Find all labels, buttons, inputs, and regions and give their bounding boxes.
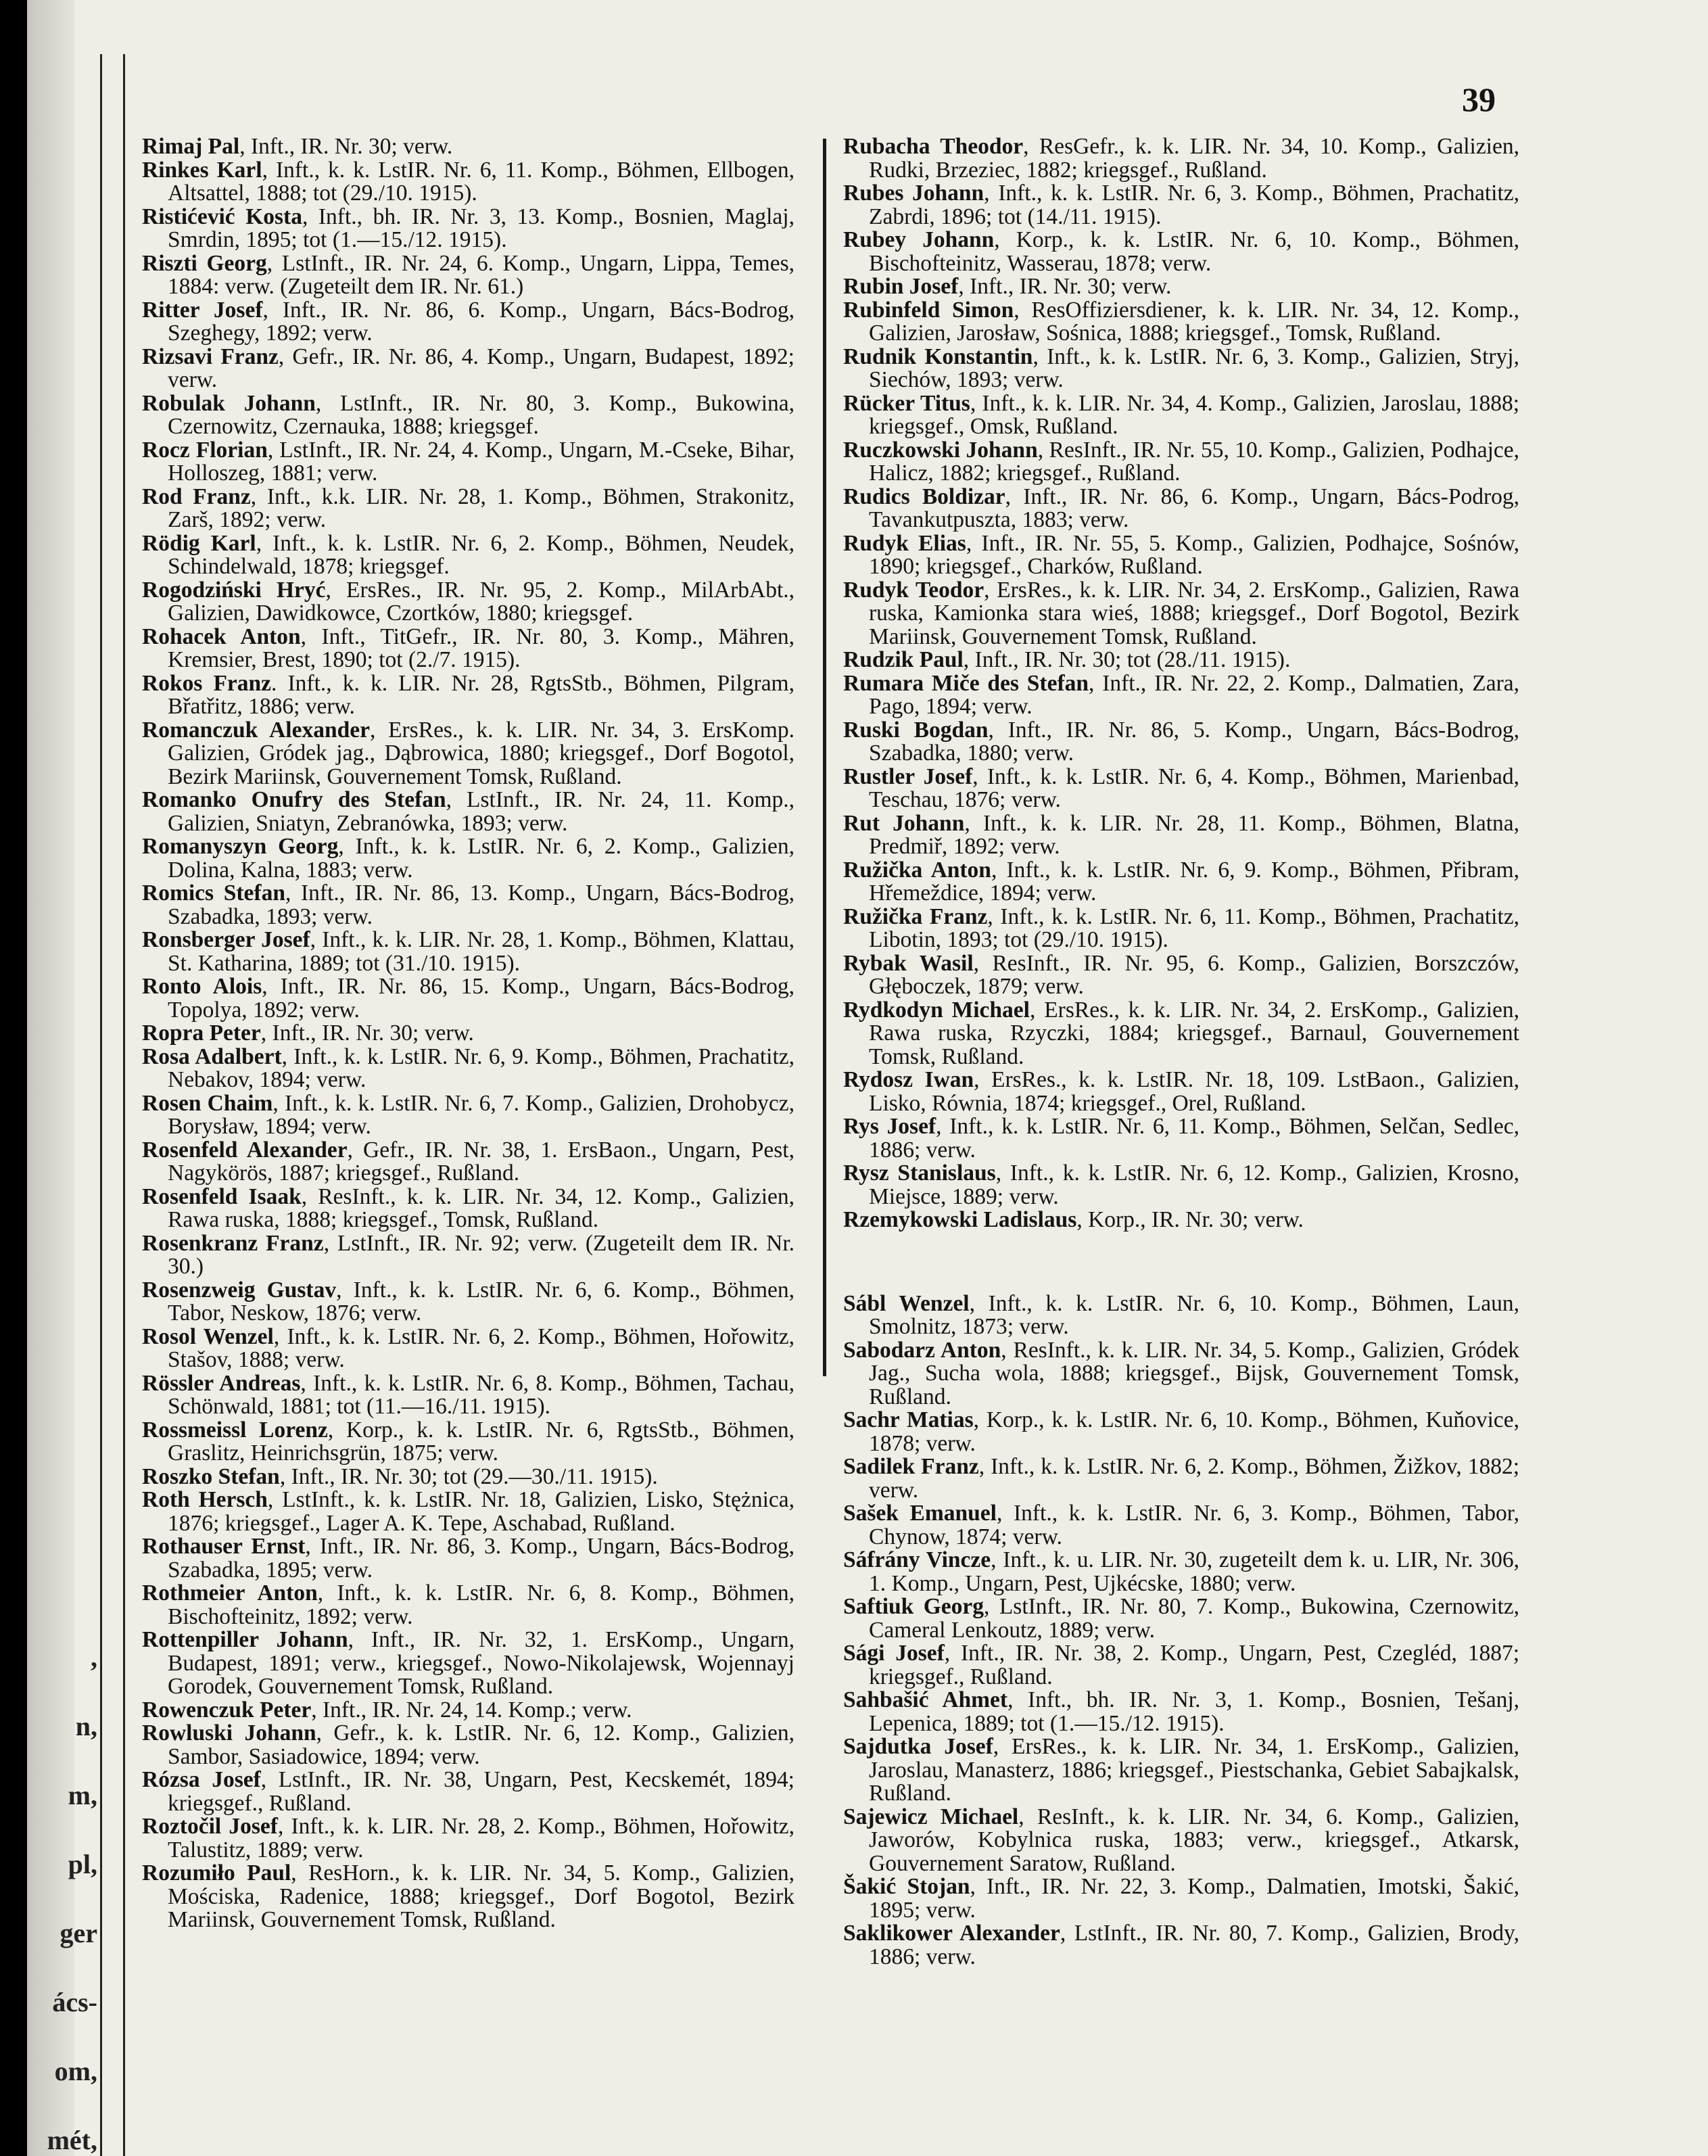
entry-details: , ResInft., k. k. LIR. Nr. 34, 12. Komp., Galizien, Rawa ruska, 1888; kriegsgef., Tomsk, Rußland. xyxy=(168,1184,794,1232)
entry-name: Rys Josef xyxy=(843,1114,936,1139)
register-entry xyxy=(843,1549,1519,1595)
entry-name: Rudyk Teodor xyxy=(843,577,985,603)
register-entry xyxy=(142,1139,794,1186)
register-entry xyxy=(843,532,1519,579)
entry-name: Sachr Matias xyxy=(843,1407,974,1432)
register-entry xyxy=(142,346,794,392)
entry-details: , Inft., IR. Nr. 86, 6. Komp., Ungarn, Bács-Bodrog, Szeghegy, 1892; verw. xyxy=(168,297,794,346)
entry-name: Rybak Wasil xyxy=(843,950,974,976)
register-entry xyxy=(142,1046,794,1092)
register-entry xyxy=(843,812,1519,859)
register-entry xyxy=(142,1489,794,1535)
register-entry xyxy=(142,579,794,626)
entry-name: Sajdutka Josef xyxy=(843,1734,993,1759)
margin-fragment: m, xyxy=(68,1780,97,1810)
register-entry xyxy=(142,719,794,789)
register-entry xyxy=(843,1922,1519,1969)
entry-name: Ruski Bogdan xyxy=(843,717,989,743)
entry-details: , ErsRes., k. k. LIR. Nr. 34, 1. ErsKomp., Galizien, Jaroslau, Manasterz, 1886; kriegsgef., Piestschanka, Gebiet Sabajkalsk, Rußland. xyxy=(869,1734,1519,1806)
register-entry xyxy=(142,929,794,975)
entry-name: Rubey Johann xyxy=(843,227,995,252)
register-entry xyxy=(142,392,794,439)
entry-name: Rowluski Johann xyxy=(142,1720,316,1745)
register-entry xyxy=(142,135,794,159)
entry-name: Rothauser Ernst xyxy=(142,1534,306,1559)
entry-name: Roszko Stefan xyxy=(142,1463,280,1489)
register-entry xyxy=(142,1699,794,1723)
entry-name: Rumara Miče des Stefan xyxy=(843,670,1089,696)
entry-name: Rudzik Paul xyxy=(843,647,964,672)
register-entry xyxy=(142,672,794,719)
entry-name: Rosenfeld Alexander xyxy=(142,1137,348,1163)
register-entry xyxy=(142,1419,794,1466)
entry-name: Romanczuk Alexander xyxy=(142,717,370,743)
register-entry xyxy=(843,346,1519,392)
entry-name: Šakić Stojan xyxy=(843,1874,970,1899)
entry-name: Rydosz Iwan xyxy=(843,1067,974,1092)
entry-name: Saftiuk Georg xyxy=(843,1594,985,1619)
entry-name: Sábl Wenzel xyxy=(843,1290,970,1316)
entry-details: , Inft., k. k. LstIR. Nr. 6, 11. Komp., Böhmen, Ellbogen, Altsattel, 1888; tot (29./10. 1915). xyxy=(168,157,795,206)
entry-details: , Inft., k. k. LIR. Nr. 28, 11. Komp., Böhmen, Blatna, Predmiř, 1892; verw. xyxy=(869,810,1519,859)
entry-name: Rustler Josef xyxy=(843,764,973,789)
entry-details: , Inft., k. k. LIR. Nr. 28, 2. Komp., Böhmen, Hořowitz, Talustitz, 1889; verw. xyxy=(168,1814,794,1862)
entry-details: , ErsRes., k. k. LstIR. Nr. 18, 109. LstBaon., Galizien, Lisko, Równia, 1874; kriegsgef., Orel, Rußland. xyxy=(869,1067,1519,1116)
entry-name: Rokos Franz xyxy=(142,670,272,696)
entry-details: , LstInft., IR. Nr. 24, 6. Komp., Ungarn, Lippa, Temes, 1884: verw. (Zugeteilt dem IR. Nr. 61.) xyxy=(168,250,794,299)
right-column xyxy=(843,135,1519,1969)
register-entry xyxy=(843,906,1519,952)
margin-fragment: mét, xyxy=(47,2125,97,2155)
entry-name: Rohacek Anton xyxy=(142,624,301,649)
entry-name: Rydkodyn Michael xyxy=(843,997,1030,1023)
entry-details: , Inft., k. k. LstIR. Nr. 6, 9. Komp., Böhmen, Přibram, Hřemeždice, 1894; verw. xyxy=(869,857,1520,906)
register-entry xyxy=(843,719,1519,766)
entry-details: , ErsRes., IR. Nr. 95, 2. Komp., MilArbAbt., Galizien, Dawidkowce, Czortków, 1880; kriegsgef. xyxy=(168,577,795,626)
entry-name: Rössler Andreas xyxy=(142,1370,301,1396)
register-entry xyxy=(142,1628,794,1699)
entry-details: , Korp., k. k. LstIR. Nr. 6, 10. Komp., Böhmen, Bischofteinitz, Wasserau, 1878; verw. xyxy=(869,227,1519,276)
entry-details: , LstInft., IR. Nr. 80, 7. Komp., Bukowina, Czernowitz, Cameral Lenkoutz, 1889; verw. xyxy=(869,1594,1519,1643)
register-entry xyxy=(843,1209,1519,1232)
entry-details: , Inft., IR. Nr. 30; tot (29.—30./11. 1915). xyxy=(279,1463,658,1489)
entry-details: , Inft., IR. Nr. 30; verw. xyxy=(260,1021,474,1046)
entry-details: , Inft., k. k. LstIR. Nr. 6, 11. Komp., Böhmen, Selčan, Sedlec, 1886; verw. xyxy=(869,1114,1519,1163)
entry-details: , ErsRes., k. k. LIR. Nr. 34, 3. ErsKomp. Galizien, Gródek jag., Dąbrowica, 1880; kriegsgef., Dorf Bogotol, Bezirk Mariinsk, Gouvernement Tomsk, Rußland. xyxy=(168,717,794,789)
entry-name: Rossmeissl Lorenz xyxy=(142,1417,328,1443)
entry-name: Romanyszyn Georg xyxy=(142,834,339,859)
entry-details: , Inft., k. k. LstIR. Nr. 6, 10. Komp., Böhmen, Laun, Smolnitz, 1873; verw. xyxy=(869,1290,1520,1339)
entry-details: , ErsRes., k. k. LIR. Nr. 34, 2. ErsKomp., Galizien, Rawa ruska, Kamionka stara wieś, 1888; kriegsgef., Dorf Bogotol, Bezirk Mariinsk, Gouvernement Tomsk, Rußland. xyxy=(869,577,1519,649)
entry-name: Rozumiło Paul xyxy=(142,1860,291,1885)
entry-name: Ronto Alois xyxy=(142,974,262,999)
entry-name: Rubin Josef xyxy=(843,274,959,299)
register-entry xyxy=(843,1806,1519,1876)
register-entry xyxy=(843,229,1519,275)
entry-details: , Inft., IR. Nr. 32, 1. ErsKomp., Ungarn, Budapest, 1891; verw., kriegsgef., Nowo-Nikolajewsk, Wojennayj Gorodek, Gouvernement Tomsk, Rußland. xyxy=(168,1627,794,1699)
entry-details: , Inft., IR. Nr. 22, 2. Komp., Dalmatien, Zara, Pago, 1894; verw. xyxy=(869,670,1519,719)
entry-name: Ružička Franz xyxy=(843,904,988,929)
entry-name: Rosenzweig Gustav xyxy=(142,1277,337,1303)
register-entry xyxy=(843,672,1519,719)
entry-name: Saklikower Alexander xyxy=(843,1921,1060,1946)
margin-fragment: om, xyxy=(54,2056,97,2086)
entry-details: , Inft., k. k. LstIR. Nr. 6, 8. Komp., Böhmen, Tachau, Schönwald, 1881; tot (11.—16./11. 1915). xyxy=(168,1370,794,1419)
entry-details: , Inft., k. k. LIR. Nr. 28, 1. Komp., Böhmen, Klattau, St. Katharina, 1889; tot (31./10. 1915). xyxy=(168,927,794,976)
register-entry xyxy=(843,182,1519,229)
register-entry xyxy=(142,486,794,532)
entry-details: . Inft., k. k. LIR. Nr. 28, RgtsStb., Böhmen, Pilgram, Břatřitz, 1886; verw. xyxy=(168,670,794,719)
entry-details: , Inft., k. k. LstIR. Nr. 6, 4. Komp., Böhmen, Marienbad, Teschau, 1876; verw. xyxy=(869,764,1519,812)
entry-details: , LstInft., IR. Nr. 80, 3. Komp., Bukowina, Czernowitz, Czernauka, 1888; kriegsgef. xyxy=(168,390,794,439)
page-number: 39 xyxy=(1462,80,1496,118)
entry-details: , ResInft., IR. Nr. 55, 10. Komp., Galizien, Podhajce, Halicz, 1882; kriegsgef., Rußland. xyxy=(869,437,1519,486)
entry-name: Sáfrány Vincze xyxy=(843,1547,991,1572)
scanned-page xyxy=(27,0,1708,2156)
register-entry xyxy=(142,1279,794,1326)
register-entry xyxy=(843,439,1519,486)
entry-details: , Inft., k. u. LIR. Nr. 30, zugeteilt dem k. u. LIR, Nr. 306, 1. Komp., Ungarn, Pest, Ujkécske, 1880; verw. xyxy=(869,1547,1519,1596)
entry-name: Ronsberger Josef xyxy=(142,927,310,952)
register-entry xyxy=(843,1502,1519,1549)
entry-details: , Inft., k. k. LstIR. Nr. 6, 6. Komp., Böhmen, Tabor, Neskow, 1876; verw. xyxy=(168,1277,794,1326)
register-entry xyxy=(142,1862,794,1932)
register-entry xyxy=(142,882,794,929)
entry-details: , Inft., k.k. LIR. Nr. 28, 1. Komp., Böhmen, Strakonitz, Zarš, 1892; verw. xyxy=(168,484,794,532)
register-entry xyxy=(843,1875,1519,1922)
register-entry xyxy=(142,1535,794,1582)
entry-details: , Inft., k. k. LstIR. Nr. 6, 3. Komp., Böhmen, Tabor, Chynow, 1874; verw. xyxy=(869,1501,1520,1549)
entry-details: , Inft., IR. Nr. 30; verw. xyxy=(239,134,453,159)
entry-details: , Inft., IR. Nr. 55, 5. Komp., Galizien, Podhajce, Sośnów, 1890; kriegsgef., Charków, Rußland. xyxy=(869,530,1519,579)
register-entry xyxy=(843,1162,1519,1209)
register-entry xyxy=(142,532,794,579)
entry-name: Ružička Anton xyxy=(843,857,991,883)
entry-name: Rubacha Theodor xyxy=(843,134,1024,159)
entry-details: , Inft., IR. Nr. 38, 2. Komp., Ungarn, Pest, Czegléd, 1887; kriegsgef., Rußland. xyxy=(869,1641,1519,1689)
entry-name: Rothmeier Anton xyxy=(142,1580,318,1606)
entry-name: Rysz Stanislaus xyxy=(843,1161,996,1186)
register-entry xyxy=(142,1232,794,1279)
register-entry xyxy=(843,1292,1519,1339)
register-entry xyxy=(843,766,1519,812)
register-entry xyxy=(843,486,1519,532)
entry-name: Sági Josef xyxy=(843,1641,945,1666)
register-entry xyxy=(142,159,794,206)
entry-details: , Inft., IR. Nr. 86, 5. Komp., Ungarn, Bács-Bodrog, Szabadka, 1880; verw. xyxy=(869,717,1519,766)
entry-name: Sahbašić Ahmet xyxy=(843,1687,1008,1712)
entry-details: , LstInft., IR. Nr. 24, 4. Komp., Ungarn, M.-Cseke, Bihar, Holloszeg, 1881; verw. xyxy=(168,437,794,486)
entry-details: , LstInft., IR. Nr. 24, 11. Komp., Galizien, Sniatyn, Zebranówka, 1893; verw. xyxy=(168,787,795,836)
register-entry xyxy=(843,135,1519,182)
entry-details: , Inft., IR. Nr. 22, 3. Komp., Dalmatien, Imotski, Šakić, 1895; verw. xyxy=(869,1874,1519,1923)
register-entry xyxy=(142,1722,794,1768)
register-entry xyxy=(843,1689,1519,1735)
register-entry xyxy=(142,252,794,299)
entry-name: Rödig Karl xyxy=(142,530,256,556)
entry-name: Roth Hersch xyxy=(142,1487,268,1512)
entry-name: Rzemykowski Ladislaus xyxy=(843,1207,1077,1232)
entry-details: , Korp., k. k. LstIR. Nr. 6, 10. Komp., Böhmen, Kuňovice, 1878; verw. xyxy=(869,1407,1519,1456)
entry-name: Rubes Johann xyxy=(843,181,985,206)
entry-details: , Inft., IR. Nr. 86, 13. Komp., Ungarn, Bács-Bodrog, Szabadka, 1893; verw. xyxy=(168,881,794,929)
register-entry xyxy=(142,299,794,346)
entry-name: Rudyk Elias xyxy=(843,530,966,556)
margin-fragment: , xyxy=(91,1642,97,1672)
entry-name: Rudnik Konstantin xyxy=(843,344,1033,369)
entry-name: Rut Johann xyxy=(843,810,965,836)
register-entry xyxy=(142,1463,794,1489)
entry-details: , Gefr., IR. Nr. 38, 1. ErsBaon., Ungarn, Pest, Nagykörös, 1887; kriegsgef., Rußland. xyxy=(168,1137,794,1186)
register-entry xyxy=(142,1768,794,1815)
entry-details: , Inft., k. k. LstIR. Nr. 6, 9. Komp., Böhmen, Prachatitz, Nebakov, 1894; verw. xyxy=(168,1044,794,1092)
entry-details: , ResInft., k. k. LIR. Nr. 34, 5. Komp., Galizien, Gródek Jag., Sucha wola, 1888; kriegsgef., Bijsk, Gouvernement Tomsk, Rußland. xyxy=(869,1337,1519,1409)
entry-details: , Inft., IR. Nr. 24, 14. Komp.; verw. xyxy=(311,1697,632,1723)
entry-name: Rosa Adalbert xyxy=(142,1044,282,1069)
entry-details: , LstInft., IR. Nr. 38, Ungarn, Pest, Kecskemét, 1894; kriegsgef., Rußland. xyxy=(168,1767,794,1816)
entry-details: , ErsRes., k. k. LIR. Nr. 34, 2. ErsKomp., Galizien, Rawa ruska, Rzyczki, 1884; kriegsgef., Barnaul, Gouvernement Tomsk, Rußland. xyxy=(869,997,1519,1069)
register-entry xyxy=(142,789,794,835)
register-entry xyxy=(843,1595,1519,1642)
register-entry xyxy=(843,1409,1519,1455)
register-entry xyxy=(142,1582,794,1628)
entry-name: Rowenczuk Peter xyxy=(142,1697,312,1723)
entry-details: , Inft., IR. Nr. 30; tot (28./11. 1915). xyxy=(963,647,1291,672)
register-entry xyxy=(142,439,794,486)
entry-name: Romanko Onufry des Stefan xyxy=(142,787,446,812)
register-entry xyxy=(843,649,1519,672)
entry-details: , Gefr., IR. Nr. 86, 4. Komp., Ungarn, Budapest, 1892; verw. xyxy=(168,344,794,392)
entry-details: , Inft., k. k. LstIR. Nr. 6, 7. Komp., Galizien, Drohobycz, Borysław, 1894; verw. xyxy=(168,1090,794,1139)
entry-name: Rod Franz xyxy=(142,484,251,509)
entry-details: , Inft., k. k. LstIR. Nr. 6, 3. Komp., Böhmen, Prachatitz, Zabrdi, 1896; tot (14./11. 1915). xyxy=(869,181,1519,229)
register-entry xyxy=(142,1022,794,1046)
entry-details: , ResOffiziersdiener, k. k. LIR. Nr. 34, 12. Komp., Galizien, Jarosław, Sośnica, 1888; kriegsgef., Tomsk, Rußland. xyxy=(869,297,1519,346)
entry-name: Rosen Chaim xyxy=(142,1090,273,1116)
entry-details: , Inft., k. k. LstIR. Nr. 6, 8. Komp., Böhmen, Bischofteinitz, 1892; verw. xyxy=(168,1580,794,1629)
register-entry xyxy=(142,1186,794,1232)
register-entry xyxy=(142,975,794,1022)
entry-name: Ritter Josef xyxy=(142,297,263,323)
entry-name: Rizsavi Franz xyxy=(142,344,279,369)
register-entry xyxy=(843,299,1519,346)
entry-name: Rinkes Karl xyxy=(142,157,262,183)
margin-fragment: ács- xyxy=(52,1987,97,2017)
entry-name: Rosol Wenzel xyxy=(142,1323,274,1349)
register-entry xyxy=(843,999,1519,1069)
entry-details: , Inft., k. k. LstIR. Nr. 6, 3. Komp., Galizien, Stryj, Siechów, 1893; verw. xyxy=(869,344,1519,392)
entry-details: , Korp., IR. Nr. 30; verw. xyxy=(1076,1207,1304,1232)
register-entry xyxy=(142,1372,794,1419)
left-column xyxy=(142,135,794,1932)
entry-details: , LstInft., k. k. LstIR. Nr. 18, Galizien, Lisko, Stężnica, 1876; kriegsgef., Lager A. K. Tepe, Aschabad, Rußland. xyxy=(168,1487,795,1536)
register-entry xyxy=(843,1735,1519,1806)
entry-name: Rimaj Pal xyxy=(142,134,240,159)
register-entry xyxy=(843,275,1519,299)
entry-details: , Inft., IR. Nr. 86, 3. Komp., Ungarn, Bács-Bodrog, Szabadka, 1895; verw. xyxy=(168,1534,794,1583)
entry-name: Ristićević Kosta xyxy=(142,204,302,229)
entry-name: Rosenkranz Franz xyxy=(142,1230,324,1256)
entry-details: , Gefr., k. k. LstIR. Nr. 6, 12. Komp., Galizien, Sambor, Sasiadowice, 1894; verw. xyxy=(168,1720,794,1769)
section-r-entries xyxy=(843,135,1519,1232)
register-entry xyxy=(843,1069,1519,1115)
entry-details: , Inft., TitGefr., IR. Nr. 80, 3. Komp., Mähren, Kremsier, Brest, 1890; tot (2./7. 1915). xyxy=(168,624,794,672)
entry-name: Ropra Peter xyxy=(142,1021,261,1046)
entry-name: Riszti Georg xyxy=(142,250,267,276)
entry-details: , LstInft., IR. Nr. 92; verw. (Zugeteilt dem IR. Nr. 30.) xyxy=(168,1230,795,1279)
register-entry xyxy=(843,1115,1519,1162)
entry-details: , ResInft., k. k. LIR. Nr. 34, 6. Komp., Galizien, Jaworów, Kobylnica ruska, 1883; verw., kriegsgef., Atkarsk, Gouvernement Saratow, Rußland. xyxy=(869,1804,1519,1876)
entry-name: Rosenfeld Isaak xyxy=(142,1184,302,1209)
entry-name: Robulak Johann xyxy=(142,390,316,416)
entry-name: Roztočil Josef xyxy=(142,1814,278,1839)
entry-name: Sabodarz Anton xyxy=(843,1337,1001,1363)
register-entry xyxy=(142,1815,794,1862)
gutter-line xyxy=(123,54,125,2156)
entry-details: , Inft., k. k. LstIR. Nr. 6, 12. Komp., Galizien, Krosno, Miejsce, 1889; verw. xyxy=(869,1161,1519,1209)
register-entry xyxy=(843,952,1519,999)
margin-fragment: ger xyxy=(60,1918,97,1948)
entry-details: , Inft., k. k. LstIR. Nr. 6, 11. Komp., Böhmen, Prachatitz, Libotin, 1893; tot (29./10. 1915). xyxy=(869,904,1519,952)
entry-details: , Inft., k. k. LstIR. Nr. 6, 2. Komp., Böhmen, Hořowitz, Stašov, 1888; verw. xyxy=(168,1323,794,1372)
entry-name: Sajewicz Michael xyxy=(843,1804,1019,1829)
entry-name: Romics Stefan xyxy=(142,881,285,906)
register-entry xyxy=(843,1339,1519,1409)
section-s-entries xyxy=(843,1292,1519,1969)
register-entry xyxy=(142,1323,794,1372)
entry-details: , Inft., IR. Nr. 86, 15. Komp., Ungarn, Bács-Bodrog, Topolya, 1892; verw. xyxy=(168,974,794,1023)
section-gap xyxy=(843,1232,1519,1292)
entry-details: , LstInft., IR. Nr. 80, 7. Komp., Galizien, Brody, 1886; verw. xyxy=(869,1921,1519,1969)
margin-fragment: n, xyxy=(75,1711,97,1741)
entry-details: , Inft., IR. Nr. 86, 6. Komp., Ungarn, Bács-Podrog, Tavankutpuszta, 1883; verw. xyxy=(869,484,1520,532)
register-entry xyxy=(843,1455,1519,1502)
margin-fragments xyxy=(27,1623,101,2156)
entry-details: , ResInft., IR. Nr. 95, 6. Komp., Galizien, Borszczów, Głęboczek, 1879; verw. xyxy=(869,950,1519,999)
register-entry xyxy=(142,206,794,252)
entry-details: , Inft., bh. IR. Nr. 3, 1. Komp., Bosnien, Tešanj, Lepenica, 1889; tot (1.—15./12. 1915). xyxy=(869,1687,1520,1736)
register-entry xyxy=(142,1092,794,1139)
entry-name: Ruczkowski Johann xyxy=(843,437,1038,463)
entry-name: Rogodziński Hryć xyxy=(142,577,326,603)
register-entry xyxy=(843,1642,1519,1689)
entry-details: , ResGefr., k. k. LIR. Nr. 34, 10. Komp., Galizien, Rudki, Brzeziec, 1882; kriegsgef., Rußland. xyxy=(869,134,1519,183)
entry-details: , Korp., k. k. LstIR. Nr. 6, RgtsStb., Böhmen, Graslitz, Heinrichsgrün, 1875; verw. xyxy=(168,1417,794,1466)
register-entry xyxy=(142,626,794,672)
register-entry xyxy=(843,579,1519,649)
entry-name: Rocz Florian xyxy=(142,437,268,463)
entry-name: Rubinfeld Simon xyxy=(843,297,1014,323)
register-entry xyxy=(843,392,1519,439)
entry-details: , Inft., bh. IR. Nr. 3, 13. Komp., Bosnien, Maglaj, Smrdin, 1895; tot (1.—15./12. 1915). xyxy=(168,204,794,252)
register-entry xyxy=(142,835,794,882)
entry-details: , ResHorn., k. k. LIR. Nr. 34, 5. Komp., Galizien, Mościska, Radenice, 1888; kriegsgef., Dorf Bogotol, Bezirk Mariinsk, Gouvernement Tomsk, Rußland. xyxy=(168,1860,794,1932)
entry-name: Sadilek Franz xyxy=(843,1454,979,1479)
entry-details: , Inft., k. k. LIR. Nr. 34, 4. Komp., Galizien, Jaroslau, 1888; kriegsgef., Omsk, Rußland. xyxy=(869,390,1519,439)
register-entry xyxy=(843,859,1519,906)
entry-details: , Inft., k. k. LstIR. Nr. 6, 2. Komp., Galizien, Dolina, Kalna, 1883; verw. xyxy=(168,834,794,883)
entry-details: , Inft., k. k. LstIR. Nr. 6, 2. Komp., Böhmen, Žižkov, 1882; verw. xyxy=(869,1454,1520,1503)
column-divider xyxy=(823,139,826,1376)
entry-name: Rottenpiller Johann xyxy=(142,1627,348,1652)
entry-details: , Inft., IR. Nr. 30; verw. xyxy=(958,274,1172,299)
entry-name: Sašek Emanuel xyxy=(843,1501,997,1526)
entry-name: Rudics Boldizar xyxy=(843,484,1005,509)
entry-details: , Inft., k. k. LstIR. Nr. 6, 2. Komp., Böhmen, Neudek, Schindelwald, 1878; kriegsgef. xyxy=(168,530,794,579)
entry-name: Rózsa Josef xyxy=(142,1767,261,1792)
margin-fragment: pl, xyxy=(68,1849,97,1879)
entry-name: Rücker Titus xyxy=(843,390,970,416)
